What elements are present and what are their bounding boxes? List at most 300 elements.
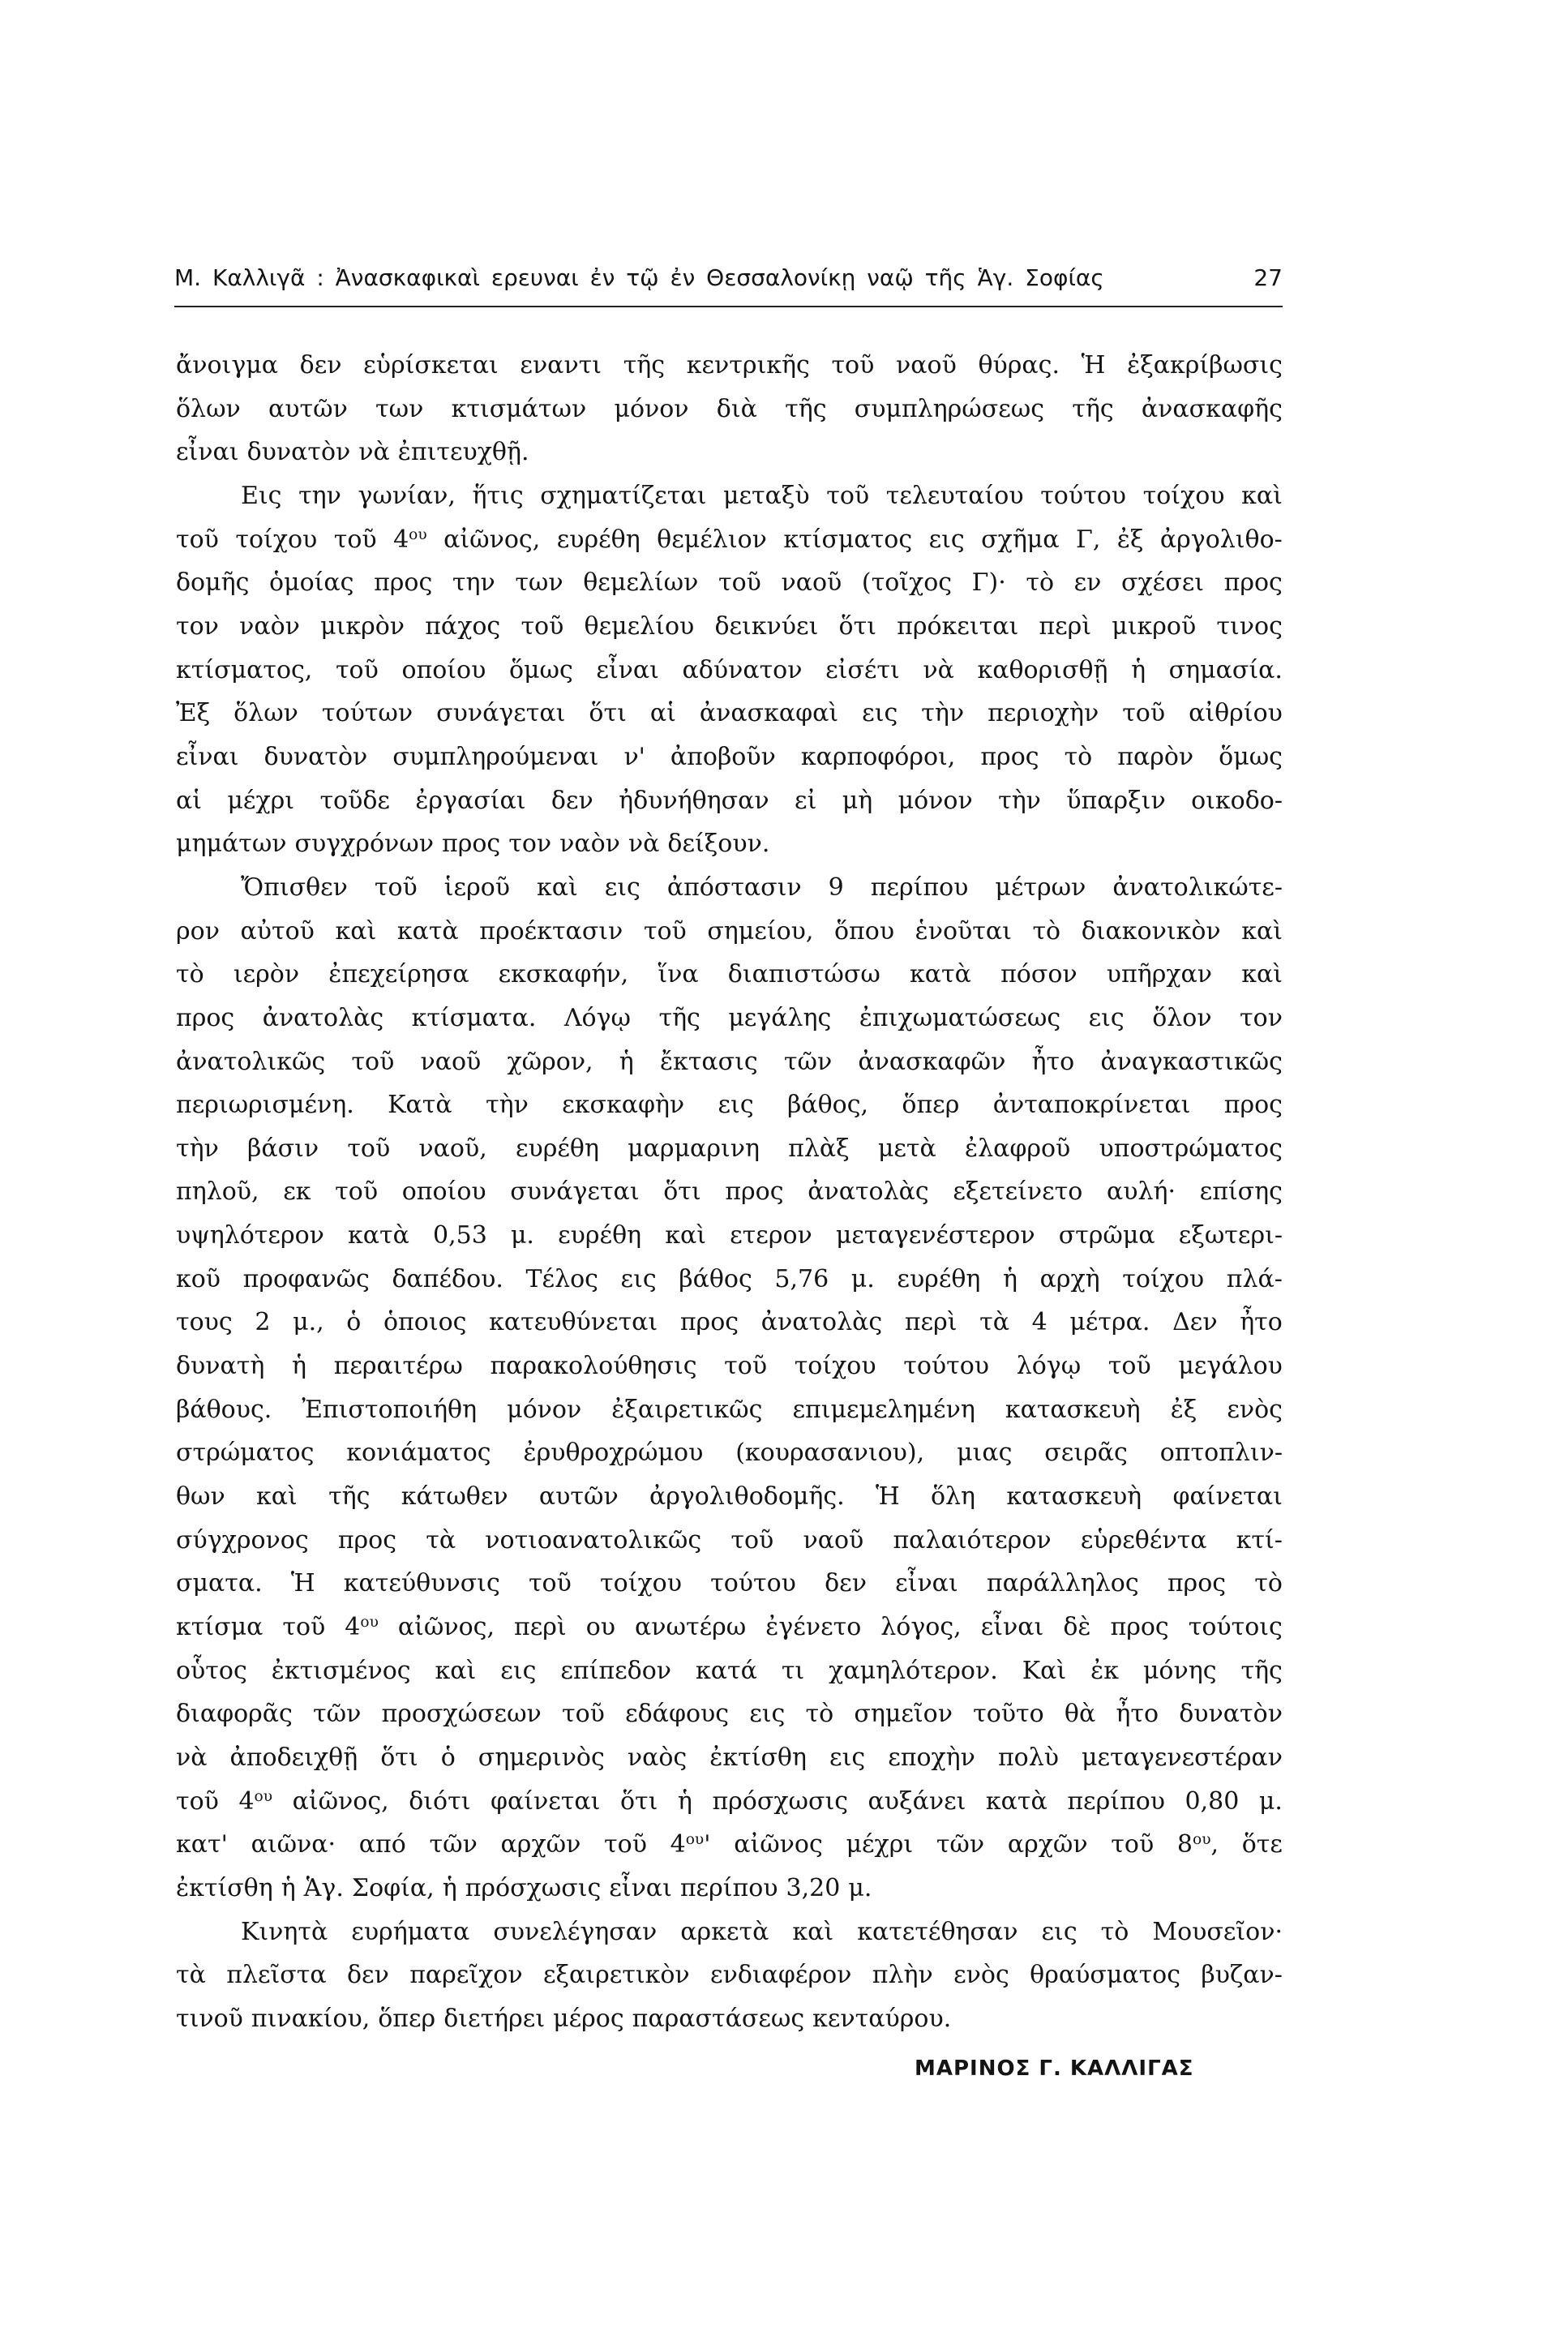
word: ρον (176, 916, 220, 946)
text-line (176, 649, 1283, 693)
word: ὅπερ (902, 1091, 960, 1120)
text-line (176, 344, 1283, 388)
word: μέρος (553, 2004, 624, 2033)
word: καρποφόροι, (800, 742, 956, 771)
word: οικοδο- (1191, 786, 1283, 815)
word: θὰ (1064, 1700, 1096, 1729)
word: τοῦ (528, 1569, 572, 1598)
text-line (176, 1736, 1283, 1780)
word: Ἐπιστοποιήθη (302, 1395, 478, 1424)
word: διετήρει (443, 2004, 546, 2033)
word: σχῆμα (981, 525, 1060, 554)
word: περίπου (679, 1873, 778, 1902)
word: δομῆς (176, 568, 250, 598)
word: πλὰξ (788, 1134, 850, 1163)
word: κτί- (1236, 1525, 1283, 1555)
word: τοῦ (374, 873, 418, 902)
word: εις (1041, 1917, 1077, 1946)
word: εις (604, 873, 640, 902)
word: Εις (241, 481, 282, 510)
word: κοῦ (176, 1264, 221, 1293)
word: Κινητὰ (241, 1917, 328, 1946)
header-rule (174, 306, 1283, 307)
word: σύγχρονος (176, 1525, 309, 1555)
word: Λόγῳ (563, 1003, 631, 1032)
word: τοῦ (176, 525, 219, 554)
word: ἀνατολὰς (262, 1003, 384, 1032)
word: κατὰ (348, 1221, 409, 1250)
word: ἡ (677, 1786, 692, 1816)
word: ὕπαρξιν (1066, 786, 1166, 815)
word: ἐπιχωματώσεως (859, 1003, 1061, 1032)
word: ἀνατολὰς (808, 1177, 929, 1207)
word: τοῦ (335, 1177, 379, 1207)
word: ἐξαιρετικῶς (611, 1395, 763, 1424)
word: κενταύρου. (812, 2004, 952, 2033)
word: τῶν (313, 1700, 362, 1729)
word: ἡ (1131, 655, 1146, 684)
word: εἶναι (895, 1569, 958, 1598)
word: ὁμοίας (269, 568, 354, 598)
word: πρόσχωσις (712, 1786, 849, 1816)
word: περὶ (1039, 611, 1092, 641)
word: ευρέθη (897, 1264, 981, 1293)
word: τῆς (1072, 394, 1114, 423)
word: μέτρων (995, 873, 1086, 902)
word: τὴν (176, 1134, 219, 1163)
page-number: 27 (1253, 264, 1283, 291)
word: πλά- (1226, 1264, 1283, 1293)
word: αἱ (649, 699, 676, 728)
word: ἀποδειχθῇ (229, 1743, 358, 1772)
word: Καὶ (1022, 1656, 1067, 1685)
word: ὅπου (833, 916, 895, 946)
word: τοίχου (1142, 481, 1225, 510)
word: μέτρα. (1069, 1308, 1150, 1337)
word: εἶναι (609, 1873, 672, 1902)
word: ἡ (442, 1873, 457, 1902)
word: κατασκευὴ (1006, 1482, 1142, 1512)
text-line (176, 1911, 1283, 1954)
word: ὁ (346, 1308, 362, 1337)
word: ἐκτίσθη (709, 1743, 807, 1772)
word: προς (176, 1003, 235, 1032)
word: τους (176, 1308, 233, 1337)
word: τοῦτο (973, 1700, 1044, 1729)
text-line (176, 1127, 1283, 1171)
word: μόνον (507, 1395, 582, 1424)
word: σημασία. (1168, 655, 1283, 684)
word: δεν (346, 1961, 389, 1990)
word: την (452, 568, 495, 598)
word: υπῆρχαν (1106, 960, 1213, 989)
word: εἶναι (980, 1613, 1044, 1642)
word: νὰ (176, 1743, 208, 1772)
word: τῶν (429, 1830, 478, 1859)
word: κατευθύνεται (489, 1308, 658, 1337)
word: κατετέθησαν (857, 1917, 1018, 1946)
word: καὶ (536, 873, 578, 902)
text-line (176, 866, 1283, 910)
word: καὶ (335, 916, 377, 946)
word: μ. (848, 1873, 872, 1902)
word: βάθος (679, 1264, 752, 1293)
word: δὲ (1063, 1613, 1091, 1642)
word: ὁποιος (383, 1308, 467, 1337)
word: συνάγεται (510, 1177, 640, 1207)
word: Κατὰ (388, 1091, 452, 1120)
word: τῶν (936, 1830, 985, 1859)
word: εἶναι (596, 655, 659, 684)
running-header (174, 260, 1283, 296)
word: ἀναγκαστικῶς (1100, 1047, 1283, 1076)
word: ἐξ (1170, 1395, 1197, 1424)
word: βάθος, (786, 1091, 869, 1120)
word: μόνης (1142, 1656, 1217, 1685)
text-line (176, 735, 1283, 779)
word: εις (829, 1743, 866, 1772)
word: ἐκτίσθη (176, 1873, 273, 1902)
text-line (176, 1214, 1283, 1258)
word: ενὸς (1227, 1395, 1283, 1424)
word: διὰ (716, 394, 757, 423)
word: ἔκτασις (659, 1047, 758, 1076)
text-line (176, 1562, 1283, 1606)
word: προέκτασιν (479, 916, 623, 946)
text-line (176, 1431, 1283, 1475)
word: $4^{o\upsilon}'$ (670, 1830, 711, 1859)
word: προφανῶς (242, 1264, 370, 1293)
ordinal-superscript: ου (254, 1787, 273, 1805)
word: εις (620, 1264, 657, 1293)
word: ιερὸν (233, 960, 300, 989)
word: ὅμως (1219, 742, 1283, 771)
word: ἐκ (1090, 1656, 1119, 1685)
word: ἐπεχείρησα (328, 960, 469, 989)
word: δυνατὴ (176, 1352, 265, 1381)
word: προς (374, 568, 433, 598)
word: μέχρι (846, 1830, 914, 1859)
word: ἡ (619, 1047, 634, 1076)
word: Ἡ (875, 1482, 900, 1512)
word: καθορισθῇ (977, 655, 1108, 684)
paragraph (176, 344, 1283, 474)
word: αρχῶν (500, 1830, 581, 1859)
word: υποστρώματος (1099, 1134, 1283, 1163)
word: ἦτο (1240, 1308, 1283, 1337)
word: από (358, 1830, 406, 1859)
word: ὅτι (663, 1177, 701, 1207)
word: ὅτι (838, 611, 876, 641)
word: ναοῦ (420, 1047, 482, 1076)
word: νοτιοανατολικῶς (485, 1525, 702, 1555)
word: τοῦδε (319, 786, 390, 815)
word: κατ' (176, 1830, 228, 1859)
word: προς (1223, 1091, 1283, 1120)
paragraph (176, 866, 1283, 1911)
word: κτισμάτων (451, 394, 587, 423)
word: ὅτι (589, 699, 627, 728)
word: οπτοπλιν- (1159, 1439, 1283, 1468)
word: Δεν (1172, 1308, 1218, 1337)
word: εκσκαφὴν (562, 1091, 685, 1120)
ordinal-superscript: ου (1193, 1831, 1211, 1849)
word: τοῦ (351, 1047, 395, 1076)
word: σματα. (176, 1569, 263, 1598)
word: τελευταίου (885, 481, 1024, 510)
word: γωνίαν, (358, 481, 456, 510)
word: κατασκευὴ (1005, 1395, 1141, 1424)
word: ἀποβοῦν (670, 742, 776, 771)
word: ἐρυθροχρώμου (523, 1439, 704, 1468)
word: πηλοῦ, (176, 1177, 259, 1207)
word: εξετείνετο (953, 1177, 1083, 1207)
word: σημερινὸς (478, 1743, 605, 1772)
text-line (176, 1823, 1283, 1867)
word: μὴ (842, 786, 873, 815)
word: τῆς (785, 394, 827, 423)
ordinal-superscript: ου (409, 525, 427, 543)
word: εις (928, 525, 965, 554)
word: τοῦ (718, 568, 761, 598)
word: σειρᾶς (1044, 1439, 1128, 1468)
word: ἀπόστασιν (666, 873, 802, 902)
word: Μουσεῖον· (1152, 1917, 1283, 1946)
word: ὅτι (619, 1786, 658, 1816)
word: ναοῦ (781, 568, 842, 598)
word: Ἁγ. (303, 1873, 344, 1902)
word: ἐξ (1116, 525, 1144, 554)
word: δυνατὸν (263, 742, 368, 771)
word: ἵνα (658, 960, 699, 989)
text-line (176, 388, 1283, 431)
word: δεικνύει (714, 611, 819, 641)
word: τοῦ (176, 1786, 219, 1816)
word: καὶ (435, 1656, 477, 1685)
text-line (176, 1083, 1283, 1127)
word: προς (679, 1308, 739, 1337)
word: τούτου (710, 1569, 796, 1598)
word: τὴν (486, 1091, 529, 1120)
word: ἀνασκαφῶν (858, 1047, 1006, 1076)
word: αἱ (176, 786, 203, 815)
word: τοῦ (521, 611, 564, 641)
word: διότι (409, 1786, 471, 1816)
word: κτίσματα. (411, 1003, 537, 1032)
word: περὶ (514, 1613, 567, 1642)
word: ετερον (730, 1221, 812, 1250)
word: αυξάνει (868, 1786, 966, 1816)
word: βυζαν- (1201, 1961, 1283, 1990)
word: εν (1073, 568, 1102, 598)
word: παρακολούθησις (490, 1352, 697, 1381)
word: μημάτων (176, 830, 287, 859)
word: των (375, 394, 424, 423)
word: ἱεροῦ (443, 873, 511, 902)
word: περιωρισμένη. (176, 1091, 354, 1120)
word: τῆς (1240, 1656, 1283, 1685)
word: παράλληλος (986, 1569, 1139, 1598)
word: κάτωθεν (401, 1482, 508, 1512)
word: περίπου (870, 873, 969, 902)
word: θεμέλιον (657, 525, 767, 554)
word: εξωτερι- (1178, 1221, 1283, 1250)
word: τοῦ (724, 1352, 768, 1381)
word: τοῦ (335, 655, 379, 684)
word: εκσκαφήν, (498, 960, 629, 989)
word: εις (1088, 1003, 1125, 1032)
word: επίσης (1199, 1177, 1283, 1207)
word: καὶ (792, 1917, 834, 1946)
word: ὅλων (233, 699, 298, 728)
word: ὅλη (930, 1482, 976, 1512)
word: δεν (551, 786, 593, 815)
word: τὰ (176, 1961, 206, 1990)
word: 2 (255, 1308, 271, 1337)
word: τον (176, 611, 219, 641)
word: τὸ (1254, 1569, 1283, 1598)
word: τὸ (1064, 742, 1093, 771)
text-line (176, 518, 1283, 562)
word: παρὸν (1117, 742, 1194, 771)
word: τοίχου (1122, 1264, 1205, 1293)
word: $8^{o\upsilon}$, (1176, 1830, 1219, 1859)
word: μόνον (614, 394, 689, 423)
text-line (176, 822, 1283, 866)
word: ὅτι (380, 1743, 418, 1772)
word: εναντι (520, 351, 602, 380)
word: αυλή· (1106, 1177, 1176, 1207)
word: πλεῖστα (226, 1961, 327, 1990)
word: ἡ (292, 1352, 306, 1381)
text-line (176, 1606, 1283, 1649)
word: ναὸν (559, 830, 620, 859)
word: ἀνατολὰς (760, 1308, 883, 1337)
word: ἐξακρίβωσις (1127, 351, 1283, 380)
word: ἀνατολικώτε- (1112, 873, 1283, 902)
word: ναὸς (627, 1743, 688, 1772)
word: τὸ (1026, 568, 1055, 598)
word: πάχος (425, 611, 501, 641)
word: προς (980, 742, 1039, 771)
word: νὰ (923, 655, 954, 684)
word: προς (1223, 568, 1283, 598)
word: επίπεδον (560, 1656, 671, 1685)
word: οποίου (401, 1177, 486, 1207)
word: $4^{o\upsilon}$ (345, 1613, 379, 1642)
word: κονιάματος (346, 1439, 491, 1468)
word: τινοῦ (176, 2004, 243, 2033)
word: κατεύθυνσις (343, 1569, 500, 1598)
word: μεταξὺ (723, 481, 810, 510)
word: ευρέθη (556, 525, 640, 554)
word: περαιτέρω (333, 1352, 463, 1381)
word: μεταγενέστερον (835, 1221, 1035, 1250)
word: τον (508, 830, 552, 859)
word: προσχώσεων (381, 1700, 542, 1729)
word: ἥτις (472, 481, 524, 510)
word: τούτων (321, 699, 413, 728)
word: ὁ (440, 1743, 456, 1772)
word: τινος (1216, 611, 1283, 641)
word: ὅμως (508, 655, 573, 684)
word: κτίσμα (176, 1613, 263, 1642)
word: τοῦ (831, 351, 875, 380)
word: προς (1167, 1569, 1227, 1598)
word: των (515, 568, 563, 598)
word: θεμελίου (584, 611, 695, 641)
word: ἦτο (1116, 1700, 1159, 1729)
word: αὐτοῦ (240, 916, 315, 946)
word: ἄνοιγμα (176, 351, 279, 380)
word: τούτοις (1188, 1613, 1283, 1642)
text-line (176, 1953, 1283, 1997)
word: συμπληρούμεναι (392, 742, 599, 771)
word: εις (500, 1656, 537, 1685)
word: λόγῳ (1016, 1352, 1082, 1381)
text-line (176, 561, 1283, 605)
word: τοῦ (1111, 1830, 1155, 1859)
word: Ὄπισθεν (241, 873, 348, 902)
word: τον (1240, 1003, 1283, 1032)
word: μέχρι (227, 786, 295, 815)
word: συνάγεται (436, 699, 566, 728)
word: Σοφία, (351, 1873, 435, 1902)
word: 5,76 (774, 1264, 829, 1293)
word: ἀργολιθοδομῆς. (649, 1482, 845, 1512)
word: 9 (828, 873, 844, 902)
word: 3,20 (786, 1873, 841, 1902)
word: εἰσέτι (825, 655, 900, 684)
word: προς (725, 1177, 784, 1207)
word: βάσιν (247, 1134, 319, 1163)
word: δείξουν. (667, 830, 770, 859)
word: ἐγένετο (765, 1613, 862, 1642)
word: μ. (1258, 1786, 1283, 1816)
word: (κουρασανιου), (735, 1439, 925, 1468)
word: τῆς (658, 1003, 700, 1032)
word: κατὰ (910, 960, 971, 989)
word: αυτῶν (268, 394, 348, 423)
word: ὅτε (1241, 1830, 1283, 1859)
word: θεμελίων (583, 568, 699, 598)
word: Ἡ (1081, 351, 1106, 380)
word: βάθους. (176, 1395, 272, 1424)
word: $4^{o\upsilon}$ (238, 1786, 273, 1816)
word: ναοῦ, (418, 1134, 487, 1163)
word: τὰ (426, 1525, 456, 1555)
word: 0,53 (433, 1221, 487, 1250)
word: κτίσματος (783, 525, 913, 554)
word: δαπέδου. (392, 1264, 503, 1293)
word: ἀνταποκρίνεται (992, 1091, 1191, 1120)
word: τῶν (783, 1047, 833, 1076)
word: νὰ (358, 438, 390, 467)
word: κατά (695, 1656, 757, 1685)
word: δεν (825, 1569, 867, 1598)
text-line (176, 1475, 1283, 1519)
word: τῆς (328, 1482, 371, 1512)
word: ευρήματα (351, 1917, 470, 1946)
word: οὗτος (176, 1656, 247, 1685)
article-body (176, 344, 1283, 2041)
word: ναοῦ (803, 1525, 864, 1555)
word: πόσον (1000, 960, 1077, 989)
word: Γ, (1076, 525, 1101, 554)
word: περιοχὴν (987, 699, 1099, 728)
word: καὶ (1241, 960, 1283, 989)
text-line (176, 1692, 1283, 1736)
